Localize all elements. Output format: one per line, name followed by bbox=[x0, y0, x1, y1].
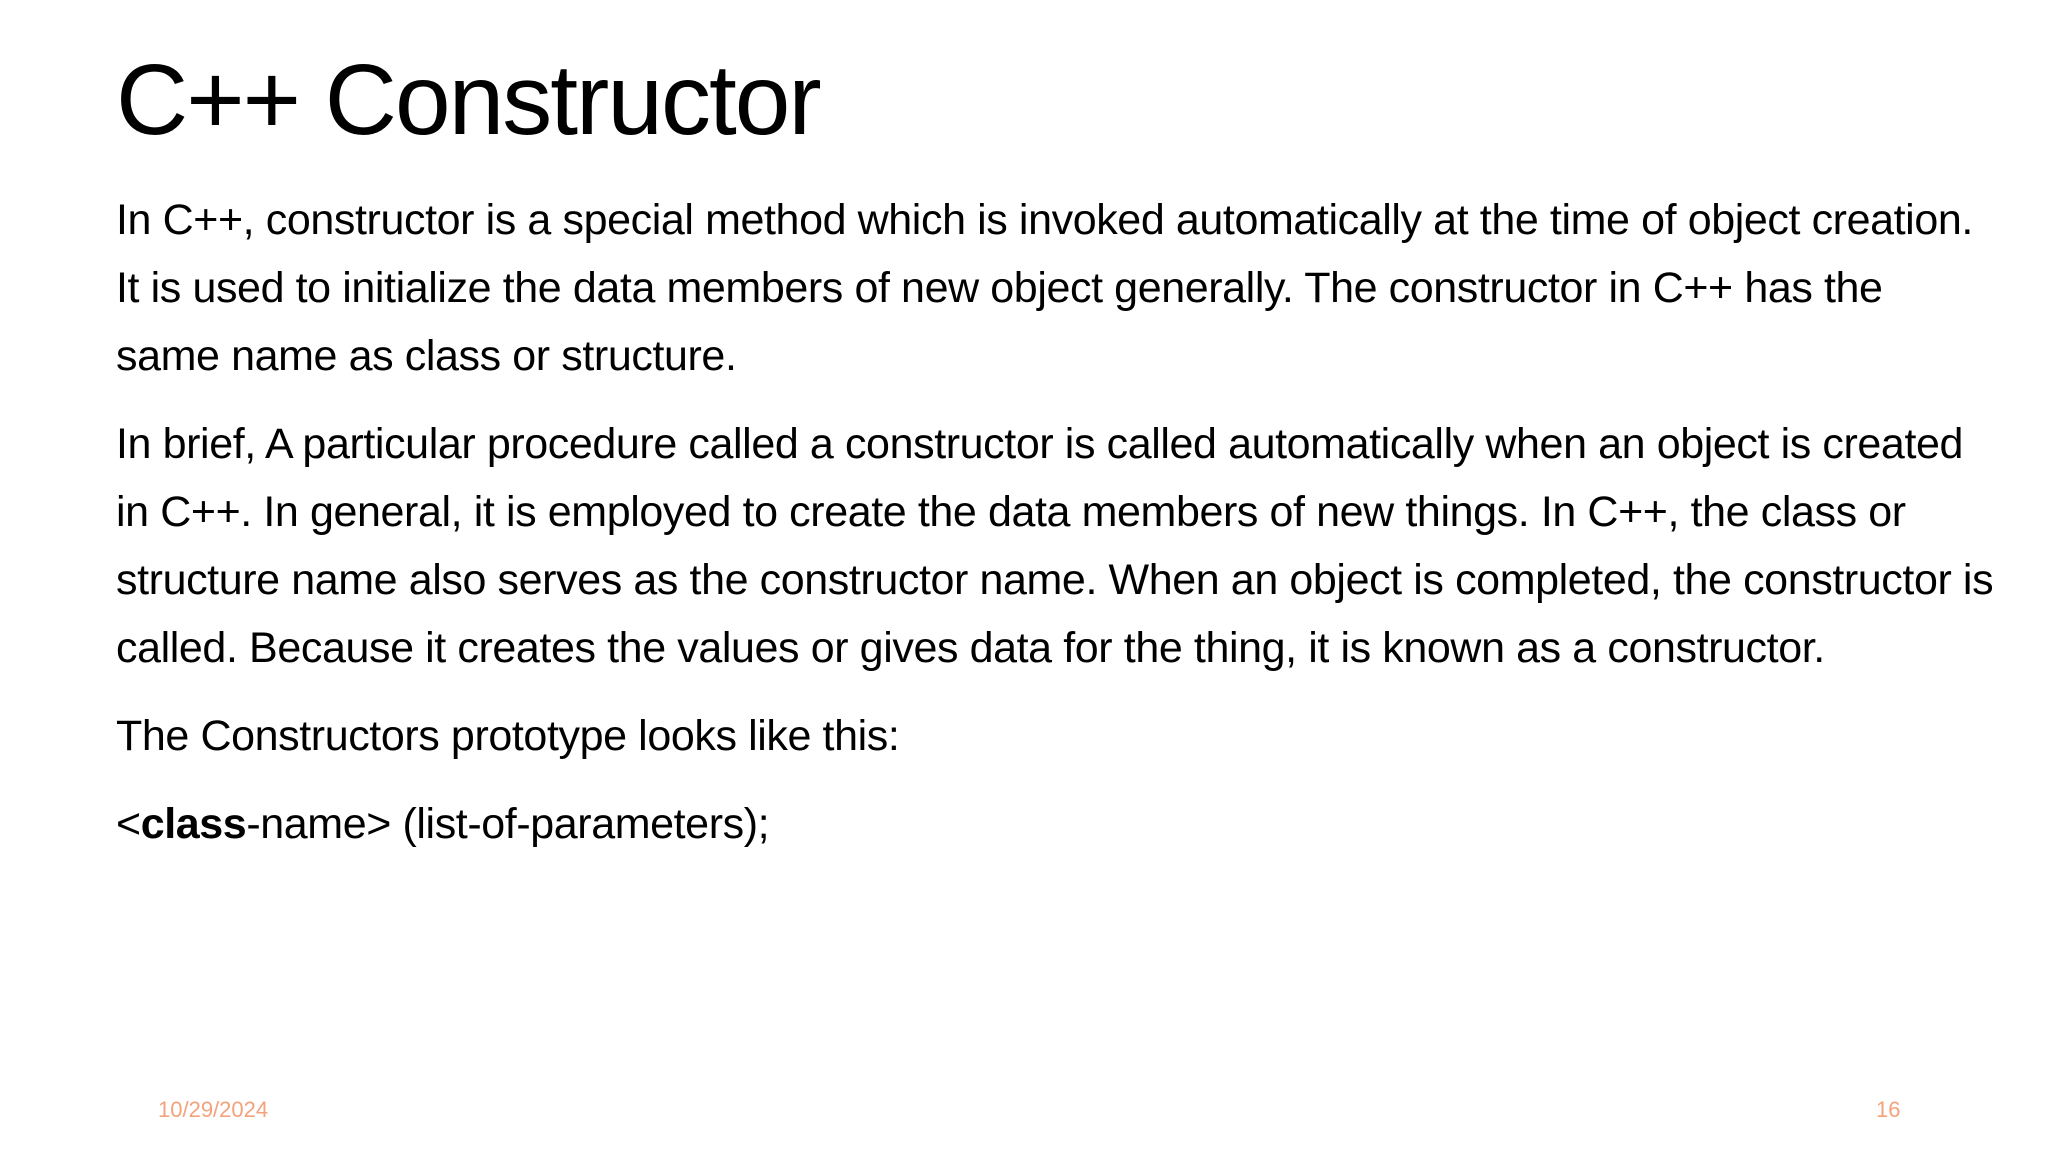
footer-page-number: 16 bbox=[1876, 1097, 1901, 1122]
prototype-rest: -name> (list-of-parameters); bbox=[246, 800, 770, 848]
prototype-open-bracket: < bbox=[116, 800, 141, 848]
prototype-syntax bbox=[116, 790, 1996, 858]
paragraph-definition: In C++, constructor is a special method which is invoked automatically at the time of object creation. It is used to initialize the data members of new object generally. The constructor in C++ has the same name as class or structure. bbox=[116, 196, 1973, 380]
slide-body bbox=[116, 186, 1996, 858]
footer-date: 10/29/2024 bbox=[158, 1097, 269, 1122]
paragraph-prototype-intro: The Constructors prototype looks like this: bbox=[116, 712, 900, 760]
paragraph-brief: In brief, A particular procedure called a constructor is called automatically when an object is created in C++. In general, it is employed to create the data members of new things. In C++, the class or structure name also serves as the constructor name. When an object is completed, the constructor is called. Because it creates the values or gives data for the thing, it is known as a constructor. bbox=[116, 420, 1994, 672]
slide-title: C++ Constructor bbox=[116, 44, 820, 156]
prototype-keyword: class bbox=[140, 800, 247, 848]
